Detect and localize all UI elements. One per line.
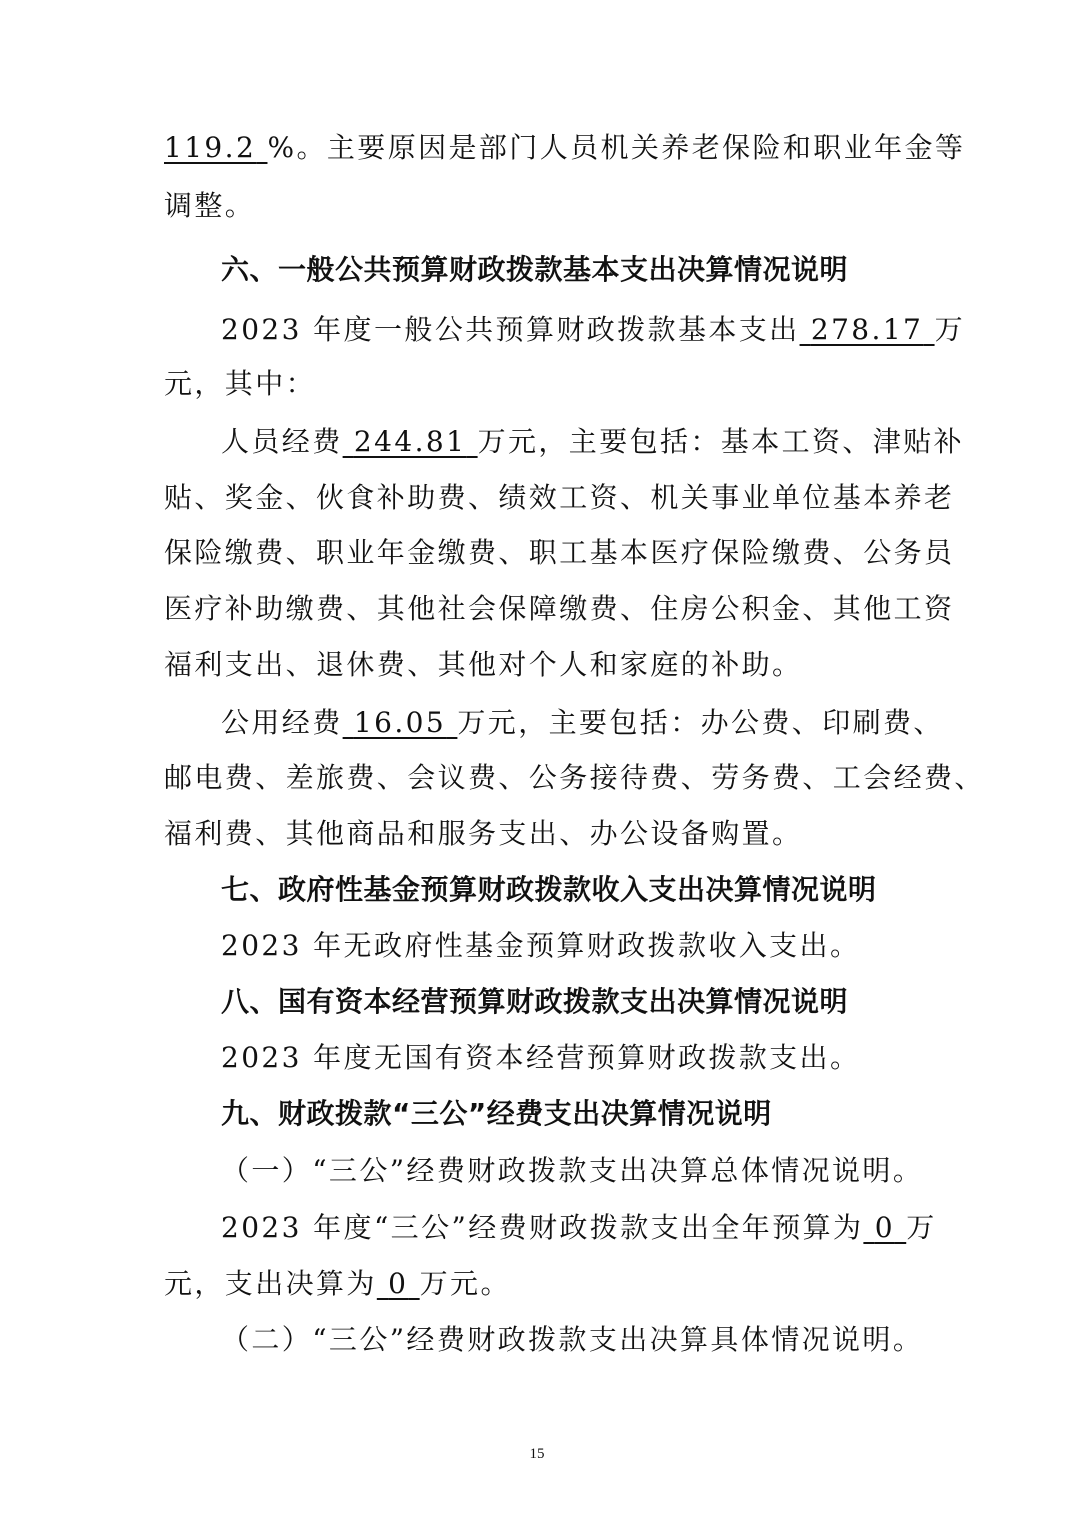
s6-paragraph-1-line-1: 2023 年度一般公共预算财政拨款基本支出 278.17 万 bbox=[221, 313, 965, 346]
s9-paragraph-1-line-2: 元，支出决算为 0 万元。 bbox=[164, 1267, 511, 1300]
s6-paragraph-2-line-4: 医疗补助缴费、其他社会保障缴费、住房公积金、其他工资 bbox=[164, 592, 955, 625]
text: %。主要原因是部门人员机关养老保险和职业年金等 bbox=[267, 131, 966, 164]
s8-paragraph: 2023 年度无国有资本经营预算财政拨款支出。 bbox=[221, 1041, 861, 1074]
final-expenditure-value: 0 bbox=[388, 1267, 409, 1300]
section-8-heading: 八、国有资本经营预算财政拨款支出决算情况说明 bbox=[221, 985, 849, 1018]
annual-budget-value: 0 bbox=[874, 1211, 895, 1244]
public-expense-value: 16.05 bbox=[353, 706, 447, 739]
percent-value: 119.2 bbox=[164, 131, 257, 164]
s6-paragraph-3-line-3: 福利费、其他商品和服务支出、办公设备购置。 bbox=[164, 817, 803, 850]
s9-paragraph-1-line-1: 2023 年度“三公”经费财政拨款支出全年预算为 0 万 bbox=[221, 1211, 937, 1244]
s7-paragraph: 2023 年无政府性基金预算财政拨款收入支出。 bbox=[221, 929, 861, 962]
paragraph-continuation-line-1 bbox=[164, 128, 966, 168]
s6-paragraph-3-line-2: 邮电费、差旅费、会议费、公务接待费、劳务费、工会经费、 bbox=[164, 761, 985, 794]
s6-paragraph-2-line-2: 贴、奖金、伙食补助费、绩效工资、机关事业单位基本养老 bbox=[164, 481, 955, 514]
s6-paragraph-2-line-5: 福利支出、退休费、其他对个人和家庭的补助。 bbox=[164, 648, 803, 681]
personnel-expense-value: 244.81 bbox=[353, 425, 467, 458]
basic-expenditure-value: 278.17 bbox=[810, 313, 924, 346]
section-9-heading: 九、财政拨款“三公”经费支出决算情况说明 bbox=[221, 1097, 772, 1130]
section-6-heading: 六、一般公共预算财政拨款基本支出决算情况说明 bbox=[221, 253, 849, 286]
section-7-heading: 七、政府性基金预算财政拨款收入支出决算情况说明 bbox=[221, 873, 877, 906]
s6-paragraph-1-line-2: 元，其中： bbox=[164, 367, 317, 400]
s6-paragraph-2-line-1: 人员经费 244.81 万元，主要包括：基本工资、津贴补 bbox=[221, 425, 965, 458]
s9-subheading-2: （二）“三公”经费财政拨款支出决算具体情况说明。 bbox=[221, 1323, 924, 1356]
s6-paragraph-3-line-1: 公用经费 16.05 万元，主要包括：办公费、印刷费、 bbox=[221, 706, 944, 739]
s6-paragraph-2-line-3: 保险缴费、职业年金缴费、职工基本医疗保险缴费、公务员 bbox=[164, 536, 955, 569]
page-number: 15 bbox=[529, 1446, 545, 1462]
s9-subheading-1: （一）“三公”经费财政拨款支出决算总体情况说明。 bbox=[221, 1154, 924, 1187]
paragraph-continuation-line-2: 调整。 bbox=[164, 189, 256, 222]
